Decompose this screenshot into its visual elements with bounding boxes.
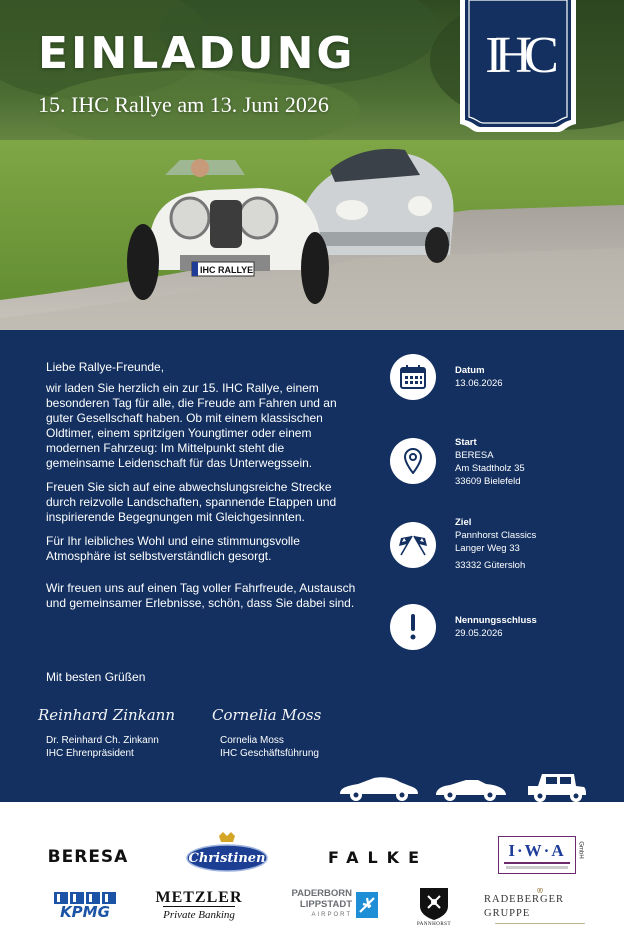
detail-start-line2: Am Stadtholz 35 — [455, 463, 525, 474]
sponsor-beresa — [36, 846, 140, 868]
sponsor-christinen-text: Christinen — [188, 850, 266, 866]
sponsor-metzler-text: METZLER — [155, 889, 243, 906]
sponsor-christinen — [186, 832, 268, 872]
checkered-flags-icon — [390, 522, 436, 568]
location-pin-icon — [390, 438, 436, 484]
sponsor-lippstadt-text: LIPPSTADT — [299, 899, 352, 910]
sponsor-falke-text: FALKE — [328, 847, 428, 867]
sponsor-falke — [316, 846, 440, 868]
signature-script: Reinhard Zinkann — [38, 706, 176, 724]
sponsor-radeberger — [484, 888, 596, 924]
signature-block — [212, 706, 322, 760]
letter-paragraph: Für Ihr leibliches Wohl und eine stimmungsvolle Atmosphäre ist selbstverständlich gesorgt. — [46, 534, 300, 563]
sponsor-paderborn-airport — [282, 886, 378, 926]
sponsor-kpmg — [52, 890, 118, 922]
sponsor-paderborn-text: PADERBORN — [291, 888, 352, 899]
detail-finish-line3: 33332 Gütersloh — [455, 560, 526, 571]
letter-closing: Mit besten Grüßen — [46, 670, 146, 684]
page-title: EINLADUNG — [38, 28, 356, 79]
detail-start-label: Start — [455, 437, 477, 448]
hero-section — [0, 0, 624, 330]
info-section — [0, 330, 624, 802]
detail-finish-label: Ziel — [455, 517, 472, 528]
ihc-logo-letters: IHC — [485, 27, 551, 84]
signatory-role: IHC Ehrenpräsident — [46, 748, 134, 759]
sponsor-iwa-sub: GmbH — [577, 841, 584, 859]
sponsor-section — [0, 802, 624, 944]
sponsor-metzler — [146, 890, 252, 922]
exclamation-icon — [390, 604, 436, 650]
letter-paragraph: wir laden Sie herzlich ein zur 15. IHC Rallye, einem besonderen Tag für alle, die Freude am Fahren und an guter Gesellschaft haben. Ob mit einem klassischen Oldtimer, einem spritzigen Youngtimer oder einem modernen Fahrzeug: Im Mittelpunkt steht die gemeinsame Leidenschaft für das Unterwegssein. — [46, 381, 337, 470]
invitation-letter — [46, 360, 356, 620]
calendar-icon — [390, 354, 436, 400]
ihc-logo — [458, 0, 578, 132]
license-plate: IHC RALLYE — [200, 265, 254, 275]
sponsor-iwa — [498, 836, 584, 874]
sponsor-metzler-sub: Private Banking — [163, 906, 235, 922]
sponsor-kpmg-text: KPMG — [60, 903, 110, 921]
page-subtitle: 15. IHC Rallye am 13. Juni 2026 — [38, 92, 329, 117]
signatory-role: IHC Geschäftsführung — [220, 748, 319, 759]
detail-deadline-value: 29.05.2026 — [455, 628, 503, 639]
letter-greeting: Liebe Rallye-Freunde, — [46, 360, 165, 374]
airplane-icon — [356, 892, 378, 918]
letter-paragraph: Wir freuen uns auf einen Tag voller Fahrfreude, Austausch und gemeinsamer Erlebnisse, schön, dass Sie dabei sind. — [46, 581, 356, 610]
signatory-name: Dr. Reinhard Ch. Zinkann — [46, 735, 159, 746]
sponsor-pannhorst — [414, 880, 454, 932]
detail-start-line3: 33609 Bielefeld — [455, 476, 521, 487]
sponsor-beresa-text: BERESA — [47, 847, 129, 867]
detail-start-line1: BERESA — [455, 450, 494, 461]
detail-date-label: Datum — [455, 365, 485, 376]
sponsor-radeberger-text: RADEBERGER GRUPPE — [484, 894, 565, 920]
detail-finish-line2: Langer Weg 33 — [455, 543, 520, 554]
signatory-name: Cornelia Moss — [220, 735, 284, 746]
sponsor-pannhorst-text: PANNHORST — [416, 921, 452, 927]
car-silhouettes — [338, 770, 590, 802]
sponsor-iwa-text: I·W·A — [508, 840, 566, 860]
sponsor-airport-text: AIRPORT — [311, 912, 352, 918]
signature-block — [38, 706, 176, 760]
detail-finish-line1: Pannhorst Classics — [455, 530, 537, 541]
detail-date-value: 13.06.2026 — [455, 378, 503, 389]
letter-paragraph: Freuen Sie sich auf eine abwechslungsreiche Strecke durch reizvolle Landschaften, spannende Etappen und inspirierende Begegnungen mit Gleichgesinnten. — [46, 480, 337, 524]
signature-script: Cornelia Moss — [212, 706, 322, 724]
detail-deadline-label: Nennungsschluss — [455, 615, 537, 626]
